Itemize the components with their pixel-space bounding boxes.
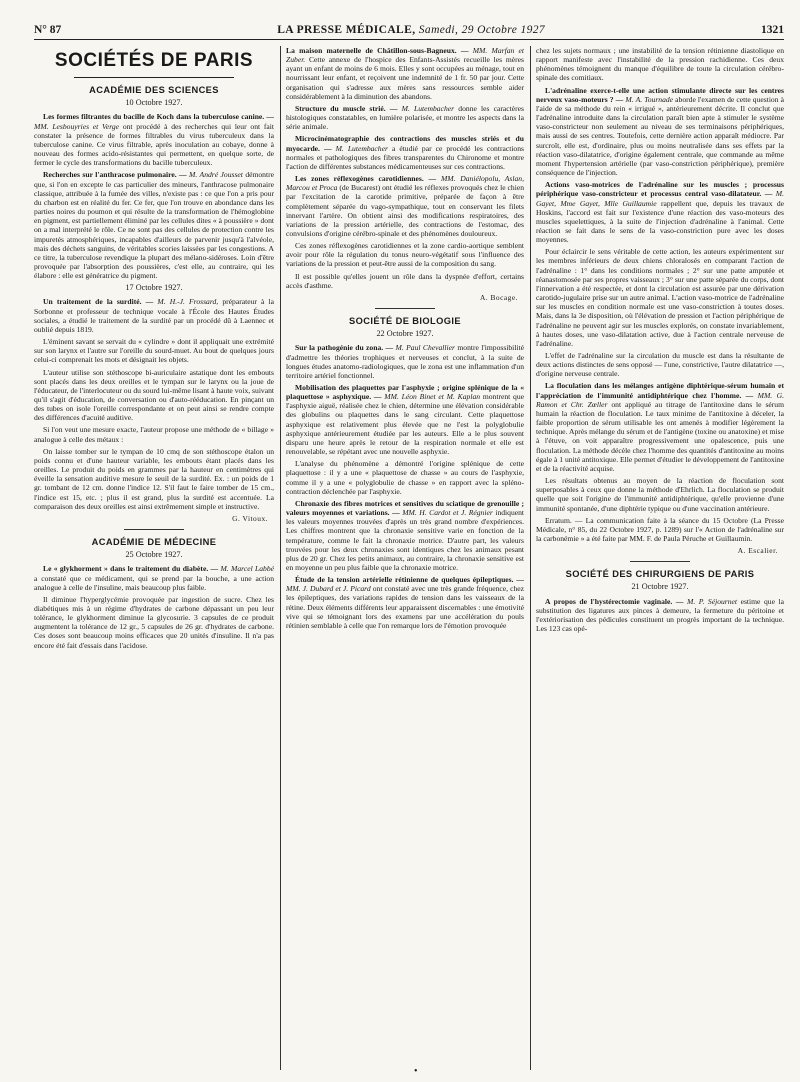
article: L'adrénaline exerce-t-elle une action stimulante directe sur les centres nerveux vaso-moteurs ? — M. A. Tournade aborde l'examen de cette question à l'aide de sa méthode du rein « irrigué », antérieurement décrite. Il conclut que l'adrénaline introduite dans la circulation paraît bien apte à stimuler le système vaso-constricteur non seulement au niveau de ses terminaisons périphériques, mais aussi de ses centres. Toutefois, cette dernière action apparaît médiocre. Par surcroît, elle est, d'ordinaire, plus ou moins neutralisée dans ses effets par la réaction vaso-dilatatrice, d'origine également centrale, que commande au même moment l'hypertension artérielle (par vaso-constriction périphérique), première conséquence de l'injection. — [536, 85, 784, 178]
column-divider — [280, 46, 281, 1070]
journal-title — [277, 24, 545, 36]
article-columns — [34, 46, 784, 1070]
column-2 — [286, 46, 524, 1070]
article: A propos de l'hystérectomie vaginale. — M. P. Séjournet estime que la substitution des ligatures aux pinces à demeure, la fermeture du péritoine et l'extériorisation des pédicules constituent un progrès important de la technique. Les 123 cas opé- — [536, 596, 784, 634]
paragraph: On laisse tomber sur le tympan de 10 cmq de son stéthoscope étalon un poids connu et d'une hauteur variable, les embouts étant placés dans les oreilles. Le produit du poids en grammes par la hauteur en centimètres qui éveille la sensation auditive mesure le seuil de la surdité. Ex. : un poids de 1 gr. tombant de 12 cm. donne l'indice 12. S'il faut le faire tomber de 15 cm., l'indice est 15, etc. ; plus il est grand, plus la surdité est accentuée. La comparaison des deux oreilles est ainsi extrêmement simple et instructive. — [34, 446, 274, 511]
column-1 — [34, 46, 274, 1070]
article: Actions vaso-motrices de l'adrénaline sur les muscles ; processus périphérique vaso-constricteur et processus central vaso-dilatateur. — M. Gayet, Mme Gayet, Mlle Guillaumie rappellent que, depuis les travaux de Hoskins, l'accord est fait sur l'existence d'une réaction des vaso-moteurs des muscles squelettiques, à la suite de l'injection d'adrénaline à l'animal. Cette réaction se fait dans le sens de la vaso-constriction pure avec les doses moyennes. — [536, 180, 784, 245]
separator — [124, 529, 184, 530]
session-date: 10 Octobre 1927. — [125, 98, 183, 108]
paragraph: Les résultats obtenus au moyen de la réaction de floculation sont superposables à ceux que donne la méthode d'Ehrlich. La floculation se produit quelle que soit l'origine de l'immunité antidiphtérique, qu'elle provienne d'une immunité spontanée, d'une diphtérie typique ou d'une vaccination antérieure. — [536, 476, 784, 513]
main-title: SOCIÉTÉS DE PARIS — [54, 50, 254, 71]
session-date: 21 Octobre 1927. — [631, 582, 689, 592]
paragraph: L'éminent savant se servait du « cylindre » dont il appliquait une extrémité sur son larynx et l'autre sur l'oreille du sourd-muet. Au bout de quelques jours celui-ci comprenait les mots et désignait les objets. — [34, 337, 274, 365]
article: Chronaxie des fibres motrices et sensitives du sciatique de grenouille ; valeurs moyennes et variations. — MM. H. Cardot et J. Régnier indiquent les valeurs moyennes trouvées d'après un très grand nombre d'expériences. Les chiffres montrent que la chronaxie sensitive varie en fonction de la température, comme le fait la chronaxie motrice. D'autre part, les valeurs trouvées pour les deux chronaxies sont identiques chez les animaux pesant plus de 20 gr. Chez les petits animaux, au contraire, la chronaxie sensitive est en moyenne un peu plus faible que la chronaxie motrice. — [286, 498, 524, 572]
paragraph: chez les sujets normaux ; une instabilité de la tension rétinienne diastolique en rapport manifeste avec l'instabilité de la pression rachidienne. Ces deux phénomènes témoignent du manque d'équilibre de toute la circulation cérébro-spinale des comitiaux. — [536, 46, 784, 83]
article: Recherches sur l'anthracose pulmonaire. — M. André Jousset démontre que, si l'on en excepte le cas particulier des mineurs, l'anthracose pulmonaire classique, attribuée à la fumée des villes, n'existe pas : ce que l'on a pris pour du charbon est en réalité du fer. Ce fer, que l'on trouve en abondance dans les parties noires du poumon et qui résulte de la transformation de l'hémoglobine en pigment, est partiellement éliminé par les cellules dites « à poussière » dont on a mal interprété le rôle. Ce ne sont pas des cellules de protection contre les impuretés atmosphériques, incapables d'ailleurs de parvenir jusqu'à l'alvéole, mais des déchets sanguins, de véritables scories laissées par les congestions. A ce titre, la tuberculose revendique la plupart des mélano-sidéroses. Loin d'être provoquée par l'absorption des poussières, c'est elle, au contraire, qui les élabore : elle est génératrice du pigment. — [34, 170, 274, 281]
session-date: 22 Octobre 1927. — [376, 329, 434, 339]
article: Mobilisation des plaquettes par l'asphyxie ; origine splénique de la « plaquettose » asphyxique. — MM. Léon Binet et M. Kaplan montrent que l'asphyxie aiguë, réalisée chez le chien, détermine une élévation considérable des globulins ou plaquettes dans le sang circulant. Cette plaquettose asphyxique est relativement plus élevée que ne l'est la polyglobulie asphyxique antérieurement étudiée par les auteurs. Elle a le plus souvent disparu une heure après le retour de la respiration normale et elle est renouvelable, se répétant avec une nouvelle asphyxie. — [286, 383, 524, 457]
section-title: SOCIÉTÉ DES CHIRURGIENS DE PARIS — [565, 569, 755, 580]
article: Sur la pathogénie du zona. — M. Paul Chevallier montre l'impossibilité d'admettre les théories trophiques et nerveuses et conclut, à la suite de longues études anatomo-radiologiques, que le zona est une inflammation d'un territoire artériel fonctionnel. — [286, 343, 524, 380]
paragraph: Si l'on veut une mesure exacte, l'auteur propose une méthode de « billage » analogue à celle des métaux : — [34, 425, 274, 444]
signature: A. Escalier. — [737, 546, 778, 556]
paragraph: Pour éclaircir le sens véritable de cette action, les auteurs expérimentent sur les membres inférieurs de deux chiens chloralosés en comparant l'action de l'adrénaline : 1° dans les conditions normales ; 2° sur une patte amputée et réanastomosée par ses propres vaisseaux ; 3° sur une patte séparée du corps, dont l'innervation a été respectée, et dont la circulation est assurée par une dérivation carotido-jugulaire prise sur un autre animal. L'action vaso-motrice de l'adrénaline sur les muscles en condition normale est une vaso-constriction à toutes doses. Mais, dans la 3e disposition, où l'élévation de pression et l'action périphérique de l'adrénaline ne peuvent agir sur les muscles explorés, on constate invariablement, à hautes doses, une vaso-dilatation active, due à l'action centrale nerveuse de l'adrénaline. — [536, 247, 784, 348]
article: La maison maternelle de Châtillon-sous-Bagneux. — MM. Marfan et Zuber. Cette annexe de l'hospice des Enfants-Assistés recueille les mères ayant un enfant de moins de 6 mois. Elles y sont occupées au ménage, tout en nourrissant leur enfant, et reçoivent une indemnité de 1 fr. 50 par jour. Cette organisation qui s'adresse aux mères sans ressources semble aider considérablement à la diminution des abandons. — [286, 46, 524, 101]
section-title: ACADÉMIE DES SCIENCES — [89, 85, 219, 96]
signature: A. Bocage. — [479, 292, 518, 302]
separator — [630, 561, 690, 562]
article: Microcinématographie des contractions des muscles striés et du myocarde. — M. Lutembacher a étudié par ce procédé les contractions normales et pathologiques des fibres transparentes du Chironome et montre l'action de différentes substances médicamenteuses sur ces contractions. — [286, 134, 524, 171]
article: Les formes filtrantes du bacille de Koch dans la tuberculose canine. — MM. Lesbouyries et Verge ont procédé à des recherches qui leur ont fait constater la présence de formes filtrables du virus tuberculeux dans la tuberculose canine. Ce virus filtrable, après inoculation au cobaye, donne à nouveau des formes acido-résistantes qui permettent, en quelque sorte, de fermer le cycle des transformations du bacille tuberculeux. — [34, 112, 274, 168]
article: La floculation dans les mélanges antigène diphtérique-sérum humain et l'appréciation de l'immunité antidiphtérique chez l'homme. — MM. G. Ramon et Chr. Zœller ont appliqué au titrage de l'antitoxine dans le sérum humain la réaction de floculation. Le taux minime de l'antitoxine à déceler, la faible proportion de sérum utilisable les ont amenés à modifier légèrement la technique. Après mélange du sérum et de l'antigène (toxine ou anatoxine) et mise à l'étuve, on voit apparaître progressivement une opalescence, puis une floculation. La méthode décèle chez l'homme des quantités d'antitoxine au moins égale à 1 unité antitoxique. Elle permet d'étudier le développement de l'antitoxine et de la réactivité acquise. — [536, 381, 784, 473]
column-3 — [536, 46, 784, 1070]
paragraph: Il diminue l'hyperglycémie provoquée par ingestion de sucre. Chez les diabétiques mis à un régime d'hydrates de carbone dépassant un peu leur tolérance, le glykhorment diminue la glycosurie. 3 capsules de ce produit augmentent la tolérance de 12 gr., 5 capsules de 26 gr. d'hydrates de carbone. Ces doses sont beaucoup moins efficaces que 20 unités d'insuline. Il n'a pas encore été fait d'essais dans l'acidose. — [34, 594, 274, 650]
article: Un traitement de la surdité. — M. H.-J. Frossard, préparateur à la Sorbonne et professeur de technique vocale à l'École des Hautes Études sociales, a étudié le traitement de la surdité par un procédé dû à Laennec et oublié depuis 1819. — [34, 297, 274, 334]
page-number: 1321 — [760, 24, 784, 36]
journal-page — [34, 14, 784, 1074]
journal-date: Samedi, 29 Octobre 1927 — [418, 24, 546, 36]
issue-number: N° 87 — [34, 24, 62, 36]
section-title: ACADÉMIE DE MÉDECINE — [91, 537, 217, 548]
title-rule — [74, 77, 234, 78]
article: Les zones réflexogènes carotidiennes. — MM. Daniélopolu, Aslan, Marcou et Proca (de Bucarest) ont étudié les réflexes provoqués chez le chien par l'excitation de la carotide primitive, préparée de façon à être complètement séparée du vago-sympathique, tout en conservant les filets innervant l'artère. On obtient ainsi des modifications respiratoires, des variations de la pression artérielle, des contractions de l'estomac, des convulsions d'origine cérébro-spinale et des phénomènes douloureux. — [286, 174, 524, 238]
article: Étude de la tension artérielle rétinienne de quelques épileptiques. — MM. J. Dubard et J. Picard ont constaté avec une très grande fréquence, chez les épileptiques, des variations rapides de tension dans les vaisseaux de la rétine. Deux éléments différents leur apparaissent discernables : une émotivité vive qui se témoignant lors des examens par une accélération du pouls rétinien semblable à celle que l'on remarque lors de l'émotion provoquée — [286, 575, 524, 630]
article: Structure du muscle strié. — M. Lutembacher donne les caractères histologiques constatables, en lumière polarisée, et montre les aspects dans la série animale. — [286, 103, 524, 132]
paragraph: Il est possible qu'elles jouent un rôle dans la dyspnée d'effort, certains accès d'asthme. — [286, 271, 524, 290]
session-date: 17 Octobre 1927. — [125, 283, 183, 293]
paragraph: Ces zones réflexogènes carotidiennes et la zone cardio-aortique semblent avoir pour rôle la régulation du tonus neuro-végétatif sous l'influence des variations de la pression et peut-être aussi de la composition du sang. — [286, 241, 524, 269]
article: Le « glykhorment » dans le traitement du diabète. — M. Marcel Labbé a constaté que ce médicament, qui se prend par la bouche, a une action analogue à celle de l'insuline, mais beaucoup plus faible. — [34, 564, 274, 592]
footer-mark: • — [414, 1066, 418, 1077]
paragraph: L'auteur utilise son stéthoscope bi-auriculaire astatique dont les embouts sont placés dans les deux oreilles et le tympan sur le larynx ou la joue de l'éducateur, de l'interlocuteur ou du sourd lui-même lisant à haute voix, suivant qu'il s'agit d'éducation, de conversation ou d'auto-rééducation. En pinçant un des tubes on isole l'oreille correspondante et on peut ainsi se rendre compte des différences d'acuité auditive. — [34, 367, 274, 423]
article: Erratum. — La communication faite à la séance du 15 Octobre (La Presse Médicale, n° 85, du 22 Octobre 1927, p. 1289) sur l'« Action de l'adrénaline sur la carbonémie » a été faite par MM. F. de Paula Péruche et Guillaumin. — [536, 515, 784, 543]
journal-name: LA PRESSE MÉDICALE, — [277, 24, 416, 36]
section-title: SOCIÉTÉ DE BIOLOGIE — [349, 316, 461, 327]
paragraph: L'analyse du phénomène a démontré l'origine splénique de cette plaquettose : il y a une « plaquettose de chasse » au cours de l'asphyxie, comme il y a une « polyglobulie de chasse » en rapport avec la spléno-contraction déclenchée par l'asphyxie. — [286, 459, 524, 496]
paragraph: L'effet de l'adrénaline sur la circulation du muscle est dans la résultante de deux actions distinctes de sens opposé — l'une, constrictive, l'autre dilatatrice —, d'origine nerveuse centrale. — [536, 351, 784, 379]
session-date: 25 Octobre 1927. — [125, 550, 183, 560]
running-header — [34, 14, 784, 40]
column-divider — [530, 46, 531, 1070]
signature: G. Vitoux. — [232, 513, 268, 523]
separator — [375, 308, 435, 309]
